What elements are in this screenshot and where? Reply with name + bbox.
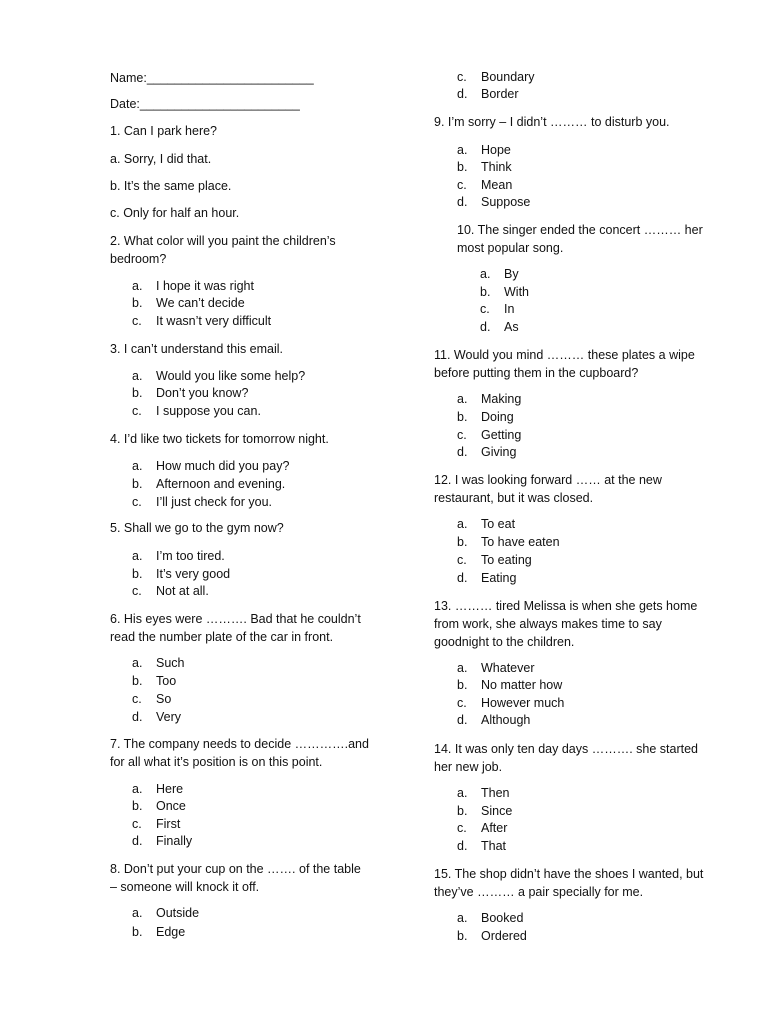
option-letter: d. [457,195,468,209]
option-letter: b. [132,925,143,939]
option-text: Finally [156,834,193,848]
option-letter: c. [457,178,467,192]
option-letter: c. [457,821,467,835]
question-3: 3. I can’t understand this email. [110,342,284,356]
option-letter: b. [480,285,491,299]
option-text: To eat [481,517,516,531]
option-text: I’m too tired. [156,549,225,563]
option [132,781,183,798]
question-7: 7. The company needs to decide ………….and for all what it’s position is on this point. [110,737,369,769]
option [132,924,185,941]
answer-line: b. It’s the same place. [110,179,232,193]
option [132,655,185,672]
question-13: 13. ……… tired Melissa is when she gets home from work, she always makes time to say goodnight to the children. [434,599,698,649]
option [457,677,562,694]
option-letter: d. [480,320,491,334]
option [457,552,532,569]
option [132,691,171,708]
option [457,516,515,533]
option-text: Here [156,782,184,796]
option [457,695,564,712]
option-letter: a. [457,661,468,675]
option [480,301,514,318]
option-text: Hope [481,143,511,157]
option-text: It’s very good [156,567,231,581]
option [132,278,254,295]
option-text: Think [481,160,512,174]
option [457,660,535,677]
option [132,385,248,402]
option [457,142,511,159]
option-letter: a. [480,267,491,281]
option-text: Then [481,786,510,800]
option-text: Afternoon and evening. [156,477,286,491]
option [457,177,512,194]
option [132,798,186,815]
option [132,476,285,493]
date-field-label: Date:_______________________ [110,97,300,111]
option-letter: b. [457,804,468,818]
option [457,86,519,103]
option [457,159,512,176]
option-text: Such [156,656,185,670]
question-2: 2. What color will you paint the children’s bedroom? [110,234,336,266]
option-letter: c. [132,584,142,598]
option-text: To eating [481,553,532,567]
question-10: 10. The singer ended the concert ……… her most popular song. [457,223,703,255]
option-letter: b. [457,410,468,424]
question-1: 1. Can I park here? [110,124,218,138]
option [480,266,519,283]
question-8: 8. Don’t put your cup on the ……. of the table – someone will knock it off. [110,862,361,894]
option [132,583,209,600]
option-letter: b. [132,674,143,688]
option-letter: c. [457,553,467,567]
option [480,319,519,336]
option-letter: b. [132,386,143,400]
question-12: 12. I was looking forward …… at the new restaurant, but it was closed. [434,473,662,505]
option [457,712,530,729]
option-text: First [156,817,181,831]
option [132,458,289,475]
option-letter: c. [457,428,467,442]
option-text: After [481,821,508,835]
option-letter: a. [457,911,468,925]
option-text: I’ll just check for you. [156,495,273,509]
option [457,194,530,211]
option [457,838,506,855]
option [457,803,512,820]
option-text: Not at all. [156,584,209,598]
option-letter: a. [132,279,143,293]
option [457,427,521,444]
option [457,820,507,837]
name-field-label: Name:________________________ [110,71,314,85]
option-letter: c. [132,495,142,509]
option-letter: c. [132,817,142,831]
option-letter: c. [132,404,142,418]
option-text: I hope it was right [156,279,254,293]
option-text: Getting [481,428,522,442]
option [132,673,176,690]
option-text: Eating [481,571,517,585]
option [132,816,180,833]
option-text: Don’t you know? [156,386,249,400]
option-text: Since [481,804,513,818]
question-9: 9. I’m sorry – I didn’t ……… to disturb you. [434,115,670,129]
option-letter: d. [132,710,143,724]
option-text: Suppose [481,195,531,209]
option [457,409,514,426]
option [457,570,516,587]
option [457,534,560,551]
option-text: Too [156,674,177,688]
option-letter: c. [457,696,467,710]
option-text: Doing [481,410,514,424]
question-11: 11. Would you mind ……… these plates a wipe before putting them in the cupboard? [434,348,695,380]
option-letter: a. [132,782,143,796]
option [457,69,535,86]
option-text: Would you like some help? [156,369,306,383]
option [132,295,245,312]
option-letter: c. [132,314,142,328]
option-letter: b. [457,160,468,174]
option-letter: d. [457,445,468,459]
option-text: So [156,692,172,706]
option-text: Once [156,799,186,813]
option [457,444,516,461]
option [132,566,230,583]
option-letter: d. [457,839,468,853]
option-text: No matter how [481,678,563,692]
option-letter: b. [457,678,468,692]
option-letter: b. [132,296,143,310]
option-letter: d. [457,87,468,101]
option-letter: a. [132,369,143,383]
option [480,284,529,301]
option [132,905,199,922]
option [457,928,527,945]
option-text: However much [481,696,565,710]
option-letter: b. [132,567,143,581]
question-4: 4. I’d like two tickets for tomorrow night. [110,432,329,446]
answer-line: a. Sorry, I did that. [110,152,212,166]
option [132,494,272,511]
option [132,548,225,565]
option [132,403,261,420]
option-text: Edge [156,925,186,939]
option-text: Making [481,392,522,406]
option [457,910,523,927]
option-text: Border [481,87,519,101]
answer-line: c. Only for half an hour. [110,206,240,220]
option-letter: a. [132,656,143,670]
option-letter: a. [132,549,143,563]
option [457,391,521,408]
option-text: That [481,839,507,853]
option-text: Boundary [481,70,535,84]
option-letter: b. [132,477,143,491]
option-letter: a. [132,906,143,920]
option [132,313,271,330]
option [132,368,305,385]
option-text: It wasn’t very difficult [156,314,272,328]
option-letter: a. [457,392,468,406]
option-letter: a. [457,517,468,531]
question-5: 5. Shall we go to the gym now? [110,521,284,535]
option-text: How much did you pay? [156,459,290,473]
option-text: Mean [481,178,513,192]
option-letter: b. [457,535,468,549]
option-text: Although [481,713,531,727]
option-text: In [504,302,515,316]
option-text: We can’t decide [156,296,245,310]
question-6: 6. His eyes were ………. Bad that he couldn’t read the number plate of the car in front. [110,612,361,644]
option-text: Giving [481,445,517,459]
option [132,833,192,850]
option-text: I suppose you can. [156,404,261,418]
option-letter: d. [132,834,143,848]
option-letter: d. [457,713,468,727]
option-letter: c. [132,692,142,706]
option-text: Ordered [481,929,527,943]
option-text: Outside [156,906,200,920]
option-letter: a. [132,459,143,473]
option-letter: c. [457,70,467,84]
question-14: 14. It was only ten day days ………. she started her new job. [434,742,699,774]
option-text: As [504,320,519,334]
option [457,785,510,802]
option-text: By [504,267,519,281]
option-text: With [504,285,529,299]
question-15: 15. The shop didn’t have the shoes I wanted, but they’ve ……… a pair specially for me. [434,867,704,899]
option-letter: c. [480,302,490,316]
option-letter: b. [132,799,143,813]
option-text: Booked [481,911,524,925]
option-letter: a. [457,143,468,157]
option-letter: d. [457,571,468,585]
option-letter: a. [457,786,468,800]
option-text: Whatever [481,661,535,675]
option-text: Very [156,710,182,724]
option-letter: b. [457,929,468,943]
option-text: To have eaten [481,535,560,549]
option [132,709,181,726]
